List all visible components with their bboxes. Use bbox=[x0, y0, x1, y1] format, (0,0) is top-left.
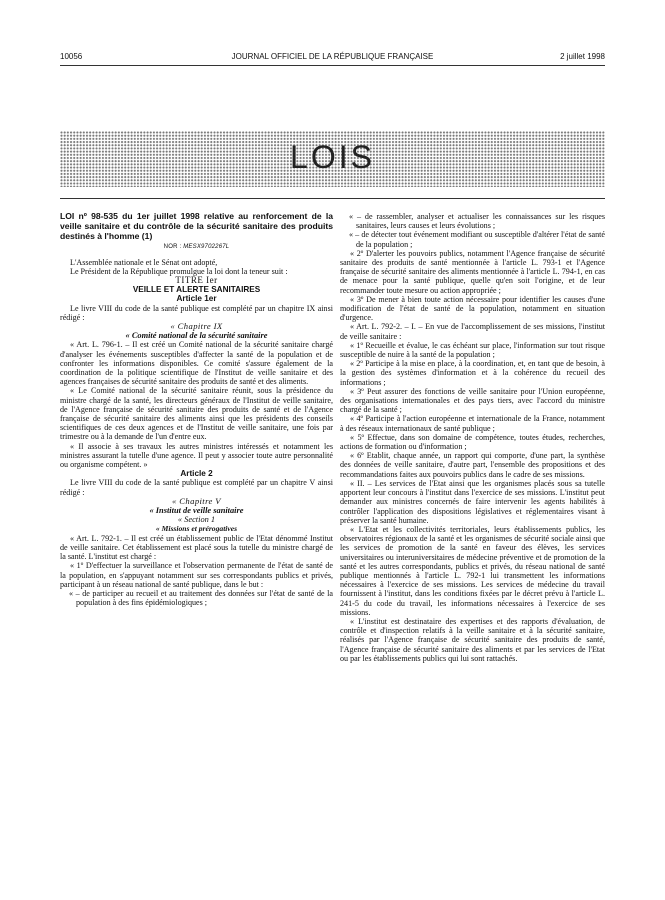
titre-heading: TITRE Ier bbox=[175, 275, 218, 285]
left-column bbox=[60, 212, 333, 607]
banner-label: LOIS bbox=[290, 139, 375, 175]
journal-title: JOURNAL OFFICIEL DE LA RÉPUBLIQUE FRANÇAISE bbox=[231, 52, 434, 61]
body-paragraph: « Art. L. 792-1. – Il est créé un établissement public de l'Etat dénommé Institut de veille sanitaire. Cet établissement est placé sous la tutelle du ministre chargé de la santé. L'institut est chargé : bbox=[60, 533, 333, 562]
page-header bbox=[60, 52, 605, 66]
titre-name: VEILLE ET ALERTE SANITAIRES bbox=[132, 285, 261, 295]
page-number: 10056 bbox=[60, 52, 83, 61]
body-paragraph: « 3º Peut assurer des fonctions de veille sanitaire pour l'Union européenne, des organisations internationales et des pays tiers, avec l'accord du ministre chargé de la santé ; bbox=[340, 386, 605, 415]
body-paragraph: « II. – Les services de l'Etat ainsi que les organismes placés sous sa tutelle apportent leur concours à l'institut dans l'exercice de ses missions. L'institut peut demander aux ministres concernés de faire intervenir les agents habilités à contrôler l'application des dispositions législatives et réglementaires visant à préserver la santé humaine. bbox=[340, 478, 605, 525]
header-rule bbox=[60, 65, 605, 66]
body-paragraph: Le livre VIII du code de la santé publique est complété par un chapitre V ainsi rédigé : bbox=[60, 478, 333, 497]
intro-paragraph: Le Président de la République promulgue la loi dont la teneur suit : bbox=[70, 266, 288, 276]
intro-paragraph: L'Assemblée nationale et le Sénat ont adopté, bbox=[70, 257, 218, 267]
body-paragraph: « 4º Participe à l'action européenne et internationale de la France, notamment à des réseaux internationaux de santé publique ; bbox=[340, 414, 605, 433]
nor-label: NOR : bbox=[163, 244, 182, 251]
chapter-title: « Institut de veille sanitaire bbox=[149, 506, 244, 516]
nor-value: MESX9702267L bbox=[183, 244, 230, 251]
body-paragraph: « 2º D'alerter les pouvoirs publics, notamment l'Agence française de sécurité sanitaire des produits de santé mentionnée à l'article L. 793-1 et l'Agence française de sécurité sanitaire des aliments mentionnée à l'article L. 794-1, en cas de menace pour la santé publique, quelle qu'en soit l'origine, et de leur recommander toute mesure ou action appropriée ; bbox=[340, 248, 605, 295]
body-paragraph: « Le Comité national de la sécurité sanitaire réunit, sous la présidence du ministre chargé de la santé, les directeurs généraux de l'Institut de veille sanitaire, de l'Agence française de sécurité sanitaire des produits de santé et de l'Agence française de sécurité sanitaire des aliments ainsi que les présidents des conseils scientifiques de ces deux agences et de l'Institut de veille sanitaire, une fois par trimestre ou à la demande de l'un d'entre eux. bbox=[60, 386, 333, 442]
body-paragraph: « 1º Recueille et évalue, le cas échéant sur place, l'information sur tout risque susceptible de nuire à la santé de la population ; bbox=[340, 340, 605, 360]
body-paragraph: « 6º Etablit, chaque année, un rapport qui comporte, d'une part, la synthèse des données de veille sanitaire, d'autre part, l'ensemble des propositions et des recommandations faites aux pouvoirs publics dans le cadre de ses missions. bbox=[340, 451, 605, 479]
issue-date: 2 juillet 1998 bbox=[560, 52, 605, 61]
body-paragraph: « L'institut est destinataire des expertises et des rapports d'évaluation, de contrôle et d'inspection relatifs à la veille sanitaire et à la sécurité sanitaire, réalisés par l'Agence française de sécurité sanitaire des produits de santé, l'Agence française de sécurité sanitaire des aliments et par les services de l'Etat ou par les établissements publics qui lui sont rattachés. bbox=[340, 616, 605, 663]
body-paragraph: « 2º Participe à la mise en place, à la coordination, et, en tant que de besoin, à la gestion des systèmes d'information et à la cohérence du recueil des informations ; bbox=[340, 359, 605, 387]
section-banner bbox=[60, 131, 605, 187]
body-paragraph: « Il associe à ses travaux les autres ministres intéressés et notamment les ministres assurant la tutelle d'une agence. Il peut y associer toute autre personnalité ou organisme compétent. » bbox=[60, 441, 333, 470]
dash-item: « – de participer au recueil et au traitement des données sur l'état de santé de la population à des fins épidémiologiques ; bbox=[69, 588, 333, 608]
law-title: LOI nº 98-535 du 1er juillet 1998 relative au renforcement de la veille sanitaire et du contrôle de la sécurité sanitaire des produits destinés à l'homme (1) bbox=[60, 211, 333, 241]
nor-reference bbox=[60, 243, 333, 252]
right-column bbox=[340, 212, 605, 663]
dash-item: « – de détecter tout événement modifiant ou susceptible d'altérer l'état de santé de la population ; bbox=[349, 230, 605, 249]
section-title: « Missions et prérogatives bbox=[155, 524, 238, 534]
body-paragraph: « 3º De mener à bien toute action nécessaire pour identifier les causes d'une modification de l'état de santé de la population, notamment en situation d'urgence. bbox=[340, 294, 605, 323]
body-paragraph: « L'Etat et les collectivités territoriales, leurs établissements publics, les observatoires régionaux de la santé et les organismes de sécurité sociale ainsi que les services de promotion de la santé en faveur des élèves, les services universitaires ou interuniversitaires de médecine préventive et de promotion de la santé et les autres correspondants, publics et privés, du réseau national de santé publique mentionnés à l'article L. 792-1 lui transmettent les informations nécessaires à l'exercice de ses missions. Les services de médecine du travail fournissent à l'institut, dans les conditions fixées par le décret prévu à l'article L. 241-5 du code du travail, les informations nécessaires à l'exercice de ses missions. bbox=[340, 524, 605, 617]
banner-rule bbox=[60, 198, 605, 199]
article-heading: Article 2 bbox=[180, 469, 213, 479]
article-heading: Article 1er bbox=[176, 294, 217, 304]
body-paragraph: « Art. L. 792-2. – I. – En vue de l'accomplissement de ses missions, l'institut de veille sanitaire : bbox=[340, 322, 605, 341]
body-paragraph: « 1º D'effectuer la surveillance et l'observation permanente de l'état de santé de la population, en s'appuyant notamment sur ses correspondants publics et privés, participant à un réseau national de santé publique, dans le but : bbox=[60, 561, 333, 589]
body-paragraph: « Art. L. 796-1. – Il est créé un Comité national de la sécurité sanitaire chargé d'analyser les événements susceptibles d'affecter la santé de la population et de confronter les informations disponibles. Ce comité s'assure également de la coordination de la politique scientifique de l'Institut de veille sanitaire et des agences françaises de sécurité sanitaire des produits de santé et des aliments. bbox=[60, 340, 333, 387]
chapter-heading: « Chapitre IX bbox=[170, 321, 223, 332]
body-paragraph: Le livre VIII du code de la santé publique est complété par un chapitre IX ainsi rédigé : bbox=[60, 303, 333, 322]
body-paragraph: « 5º Effectue, dans son domaine de compétence, toutes études, recherches, actions de formation ou d'information ; bbox=[340, 432, 605, 452]
chapter-title: « Comité national de la sécurité sanitaire bbox=[125, 331, 268, 341]
dash-item: « – de rassembler, analyser et actualiser les connaissances sur les risques sanitaires, leurs causes et leurs évolutions ; bbox=[349, 212, 605, 231]
chapter-heading: « Chapitre V bbox=[172, 495, 221, 506]
section-heading: « Section 1 bbox=[177, 515, 216, 525]
